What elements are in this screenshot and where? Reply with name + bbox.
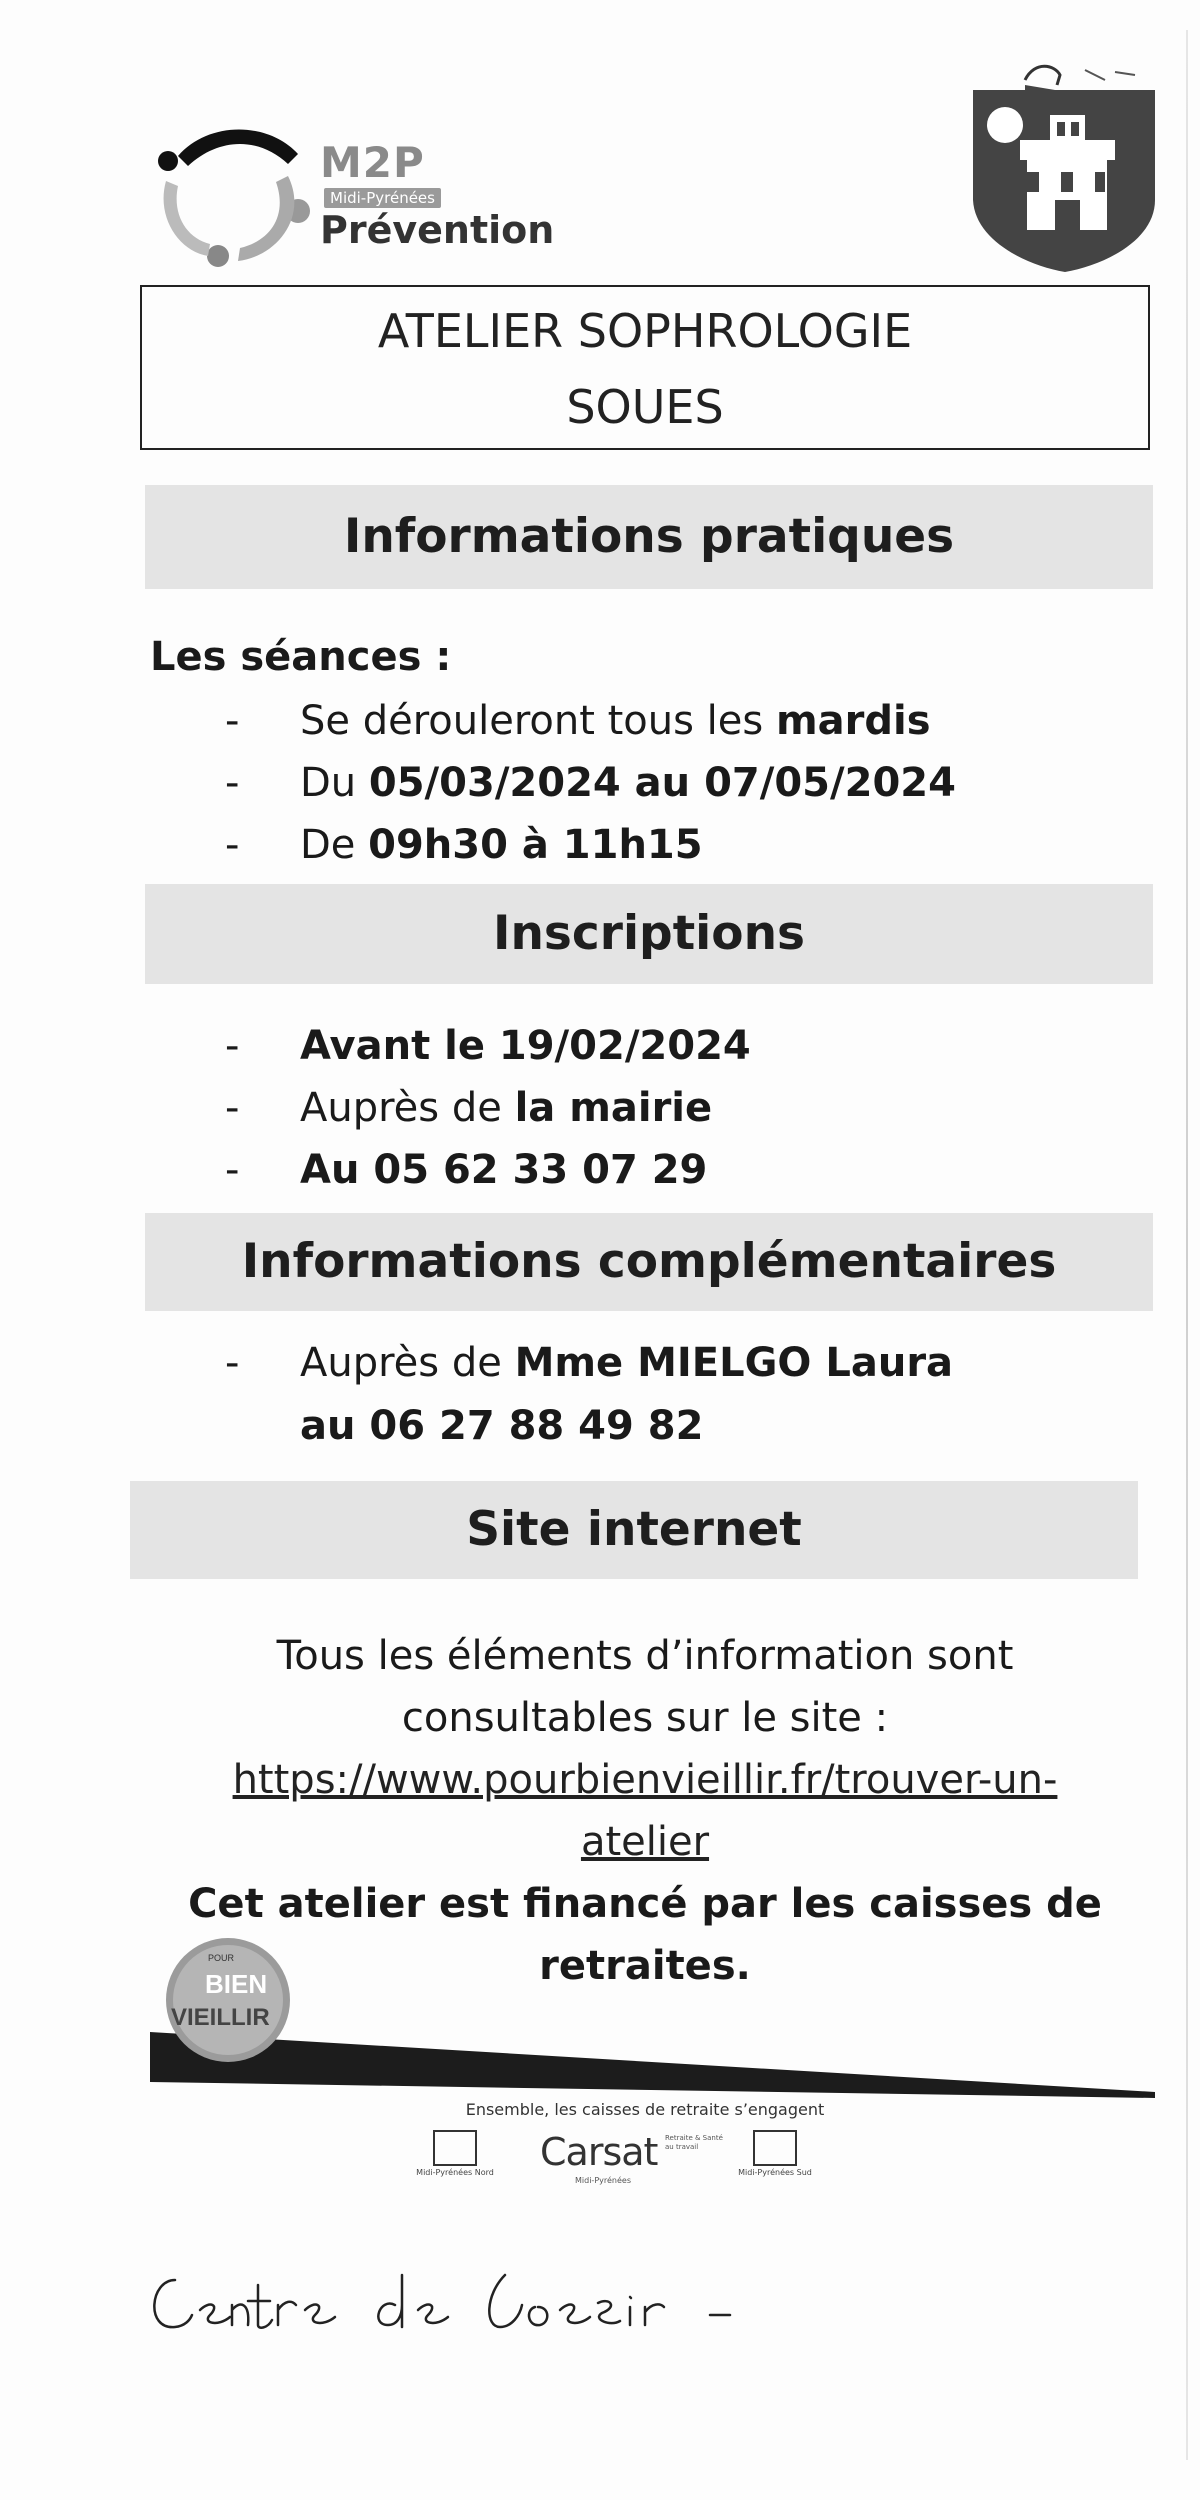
list-item: - Auprès de la mairie [225,1077,751,1139]
practical-info-heading: Informations pratiques [145,485,1153,589]
sessions-list [225,690,956,876]
sessions-label: Les séances : [150,634,452,680]
additional-info-heading: Informations complémentaires [145,1213,1153,1311]
org-name: M2P [320,138,425,187]
dash-bullet: - [225,760,240,806]
org-tagline: Prévention [320,208,555,252]
list-item: - Auprès de Mme MIELGO Laura au 06 27 88 49 82 [225,1332,953,1458]
handwritten-note [140,2235,760,2345]
additional-list [225,1332,953,1458]
badge-small-text: POUR [208,1953,235,1963]
funder-right: Midi-Pyrénées Sud [735,2130,815,2177]
bien-vieillir-badge [163,1935,293,2065]
list-item: - Avant le 19/02/2024 [225,1015,751,1077]
registration-heading: Inscriptions [145,884,1153,984]
atelier-location: SOUES [566,380,724,434]
funding-line-1: Cet atelier est financé par les caisses de [188,1881,1102,1927]
list-item: - De 09h30 à 11h15 [225,814,956,876]
badge-bottom-text: VIEILLIR [171,2004,270,2031]
list-item: - Du 05/03/2024 au 07/05/2024 [225,752,956,814]
funding-line-2: retraites. [539,1943,751,1989]
website-heading: Site internet [130,1481,1138,1579]
badge-top-text: BIEN [205,1969,268,1999]
atelier-title: ATELIER SOPHROLOGIE [377,304,913,358]
m2p-swirl-icon [148,116,318,276]
page-edge [1186,30,1188,2460]
dash-bullet: - [225,1085,240,1131]
carsat-logo: Carsat [540,2130,658,2174]
website-intro-2: consultables sur le site : [401,1695,889,1741]
castle-crest-icon [965,60,1165,275]
contact-name: Mme MIELGO Laura [514,1340,954,1386]
dash-bullet: - [225,1340,240,1386]
list-item: - Au 05 62 33 07 29 [225,1139,751,1201]
list-item: - Se dérouleront tous les mardis [225,690,956,752]
website-link[interactable]: https://www.pourbienvieillir.fr/trouver-un- [232,1757,1058,1803]
m2p-logo [148,116,578,276]
website-intro-1: Tous les éléments d’information sont [276,1633,1014,1679]
org-region: Midi-Pyrénées [324,188,441,208]
carsat-subtitle: Retraite & Santé au travail [665,2134,723,2151]
funder-logo-icon [433,2130,477,2166]
dash-bullet: - [225,1147,240,1193]
funder-logo-icon [753,2130,797,2166]
funder-left: Midi-Pyrénées Nord [415,2130,495,2177]
dash-bullet: - [225,698,240,744]
title-box [140,285,1150,450]
website-link-continued[interactable]: atelier [580,1819,710,1865]
dash-bullet: - [225,822,240,868]
carsat-region: Midi-Pyrénées [575,2176,631,2185]
contact-phone: au 06 27 88 49 82 [300,1403,704,1449]
registration-list [225,1015,751,1201]
footer-tagline: Ensemble, les caisses de retraite s’engagent [465,2100,825,2119]
funders-row [415,2130,835,2190]
dash-bullet: - [225,1023,240,1069]
